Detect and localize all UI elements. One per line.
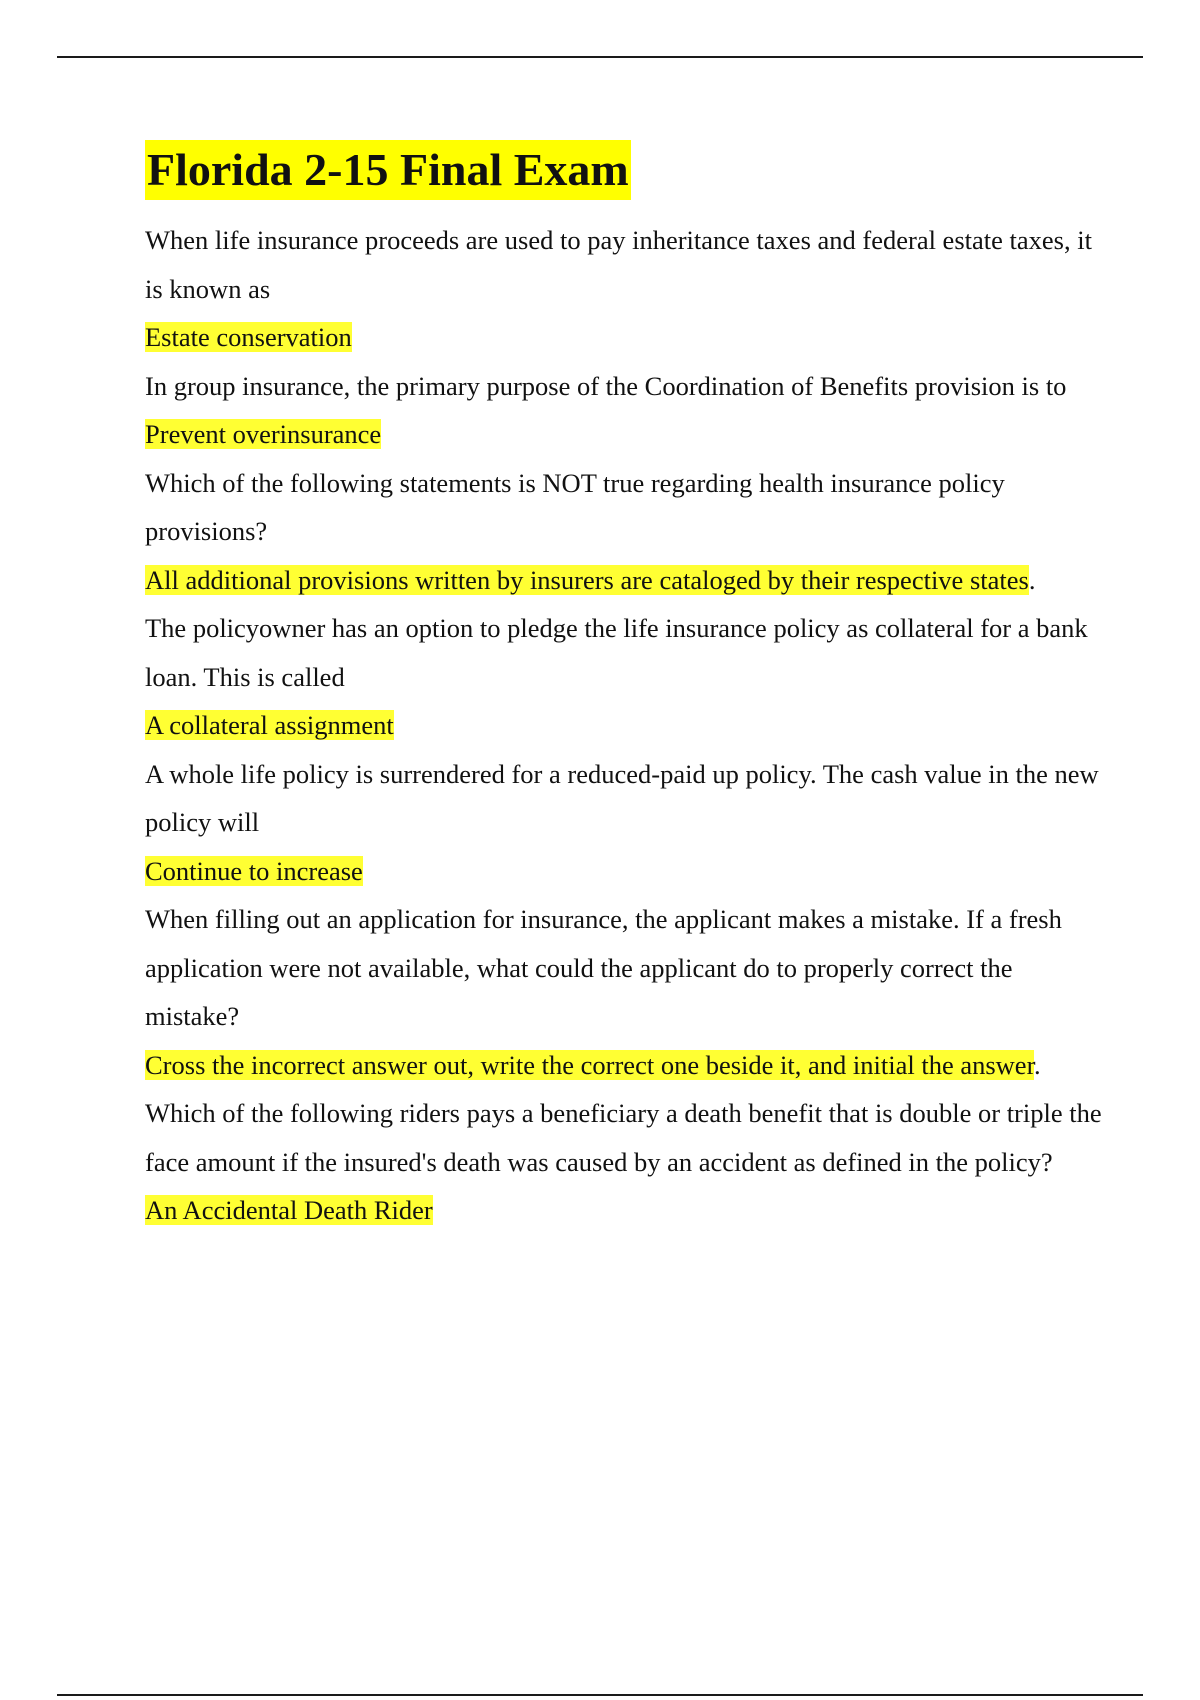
page-title: Florida 2-15 Final Exam	[145, 140, 631, 200]
qa-item-6	[145, 895, 1105, 1089]
qa-item-4	[145, 604, 1105, 750]
answer-highlight: A collateral assignment	[145, 710, 394, 740]
qa-item-3	[145, 459, 1105, 605]
question-text: When life insurance proceeds are used to pay inheritance taxes and federal estate taxes, it is known as	[145, 225, 1092, 304]
answer-highlight: Prevent overinsurance	[145, 419, 382, 449]
question-text: A whole life policy is surrendered for a reduced-paid up policy. The cash value in the new policy will	[145, 758, 1099, 837]
question-text: Which of the following statements is NOT true regarding health insurance policy provisions?	[145, 467, 1005, 546]
answer-highlight: Cross the incorrect answer out, write the correct one beside it, and initial the answer	[145, 1049, 1034, 1080]
question-text: In group insurance, the primary purpose of the Coordination of Benefits provision is to	[145, 370, 1067, 401]
answer-highlight: Continue to increase	[145, 855, 363, 886]
top-rule	[57, 56, 1143, 58]
answer-highlight: All additional provisions written by insurers are cataloged by their respective states	[145, 564, 1029, 595]
answer-highlight: An Accidental Death Rider	[145, 1195, 433, 1225]
question-text: Which of the following riders pays a beneficiary a death benefit that is double or triple the face amount if the insured's death was caused by an accident as defined in the policy?	[145, 1098, 1102, 1177]
answer-text	[145, 1186, 1105, 1235]
answer-text	[145, 313, 1105, 362]
answer-text	[145, 1041, 1105, 1090]
question-text: The policyowner has an option to pledge the life insurance policy as collateral for a bank loan. This is called	[145, 613, 1088, 692]
bottom-rule	[57, 1694, 1143, 1696]
answer-highlight: Estate conservation	[145, 322, 352, 352]
answer-suffix: .	[1033, 1049, 1041, 1080]
qa-item-1	[145, 216, 1105, 362]
qa-item-5	[145, 750, 1105, 896]
answer-suffix: .	[1028, 564, 1036, 595]
qa-item-2	[145, 362, 1105, 459]
answer-text	[145, 556, 1105, 605]
answer-text	[145, 701, 1105, 750]
answer-text	[145, 410, 1105, 459]
qa-item-7	[145, 1089, 1105, 1235]
answer-text	[145, 847, 1105, 896]
question-text: When filling out an application for insurance, the applicant makes a mistake. If a fresh application were not available, what could the applicant do to properly correct the mistake?	[145, 904, 1062, 1031]
page-content	[145, 140, 1105, 1235]
